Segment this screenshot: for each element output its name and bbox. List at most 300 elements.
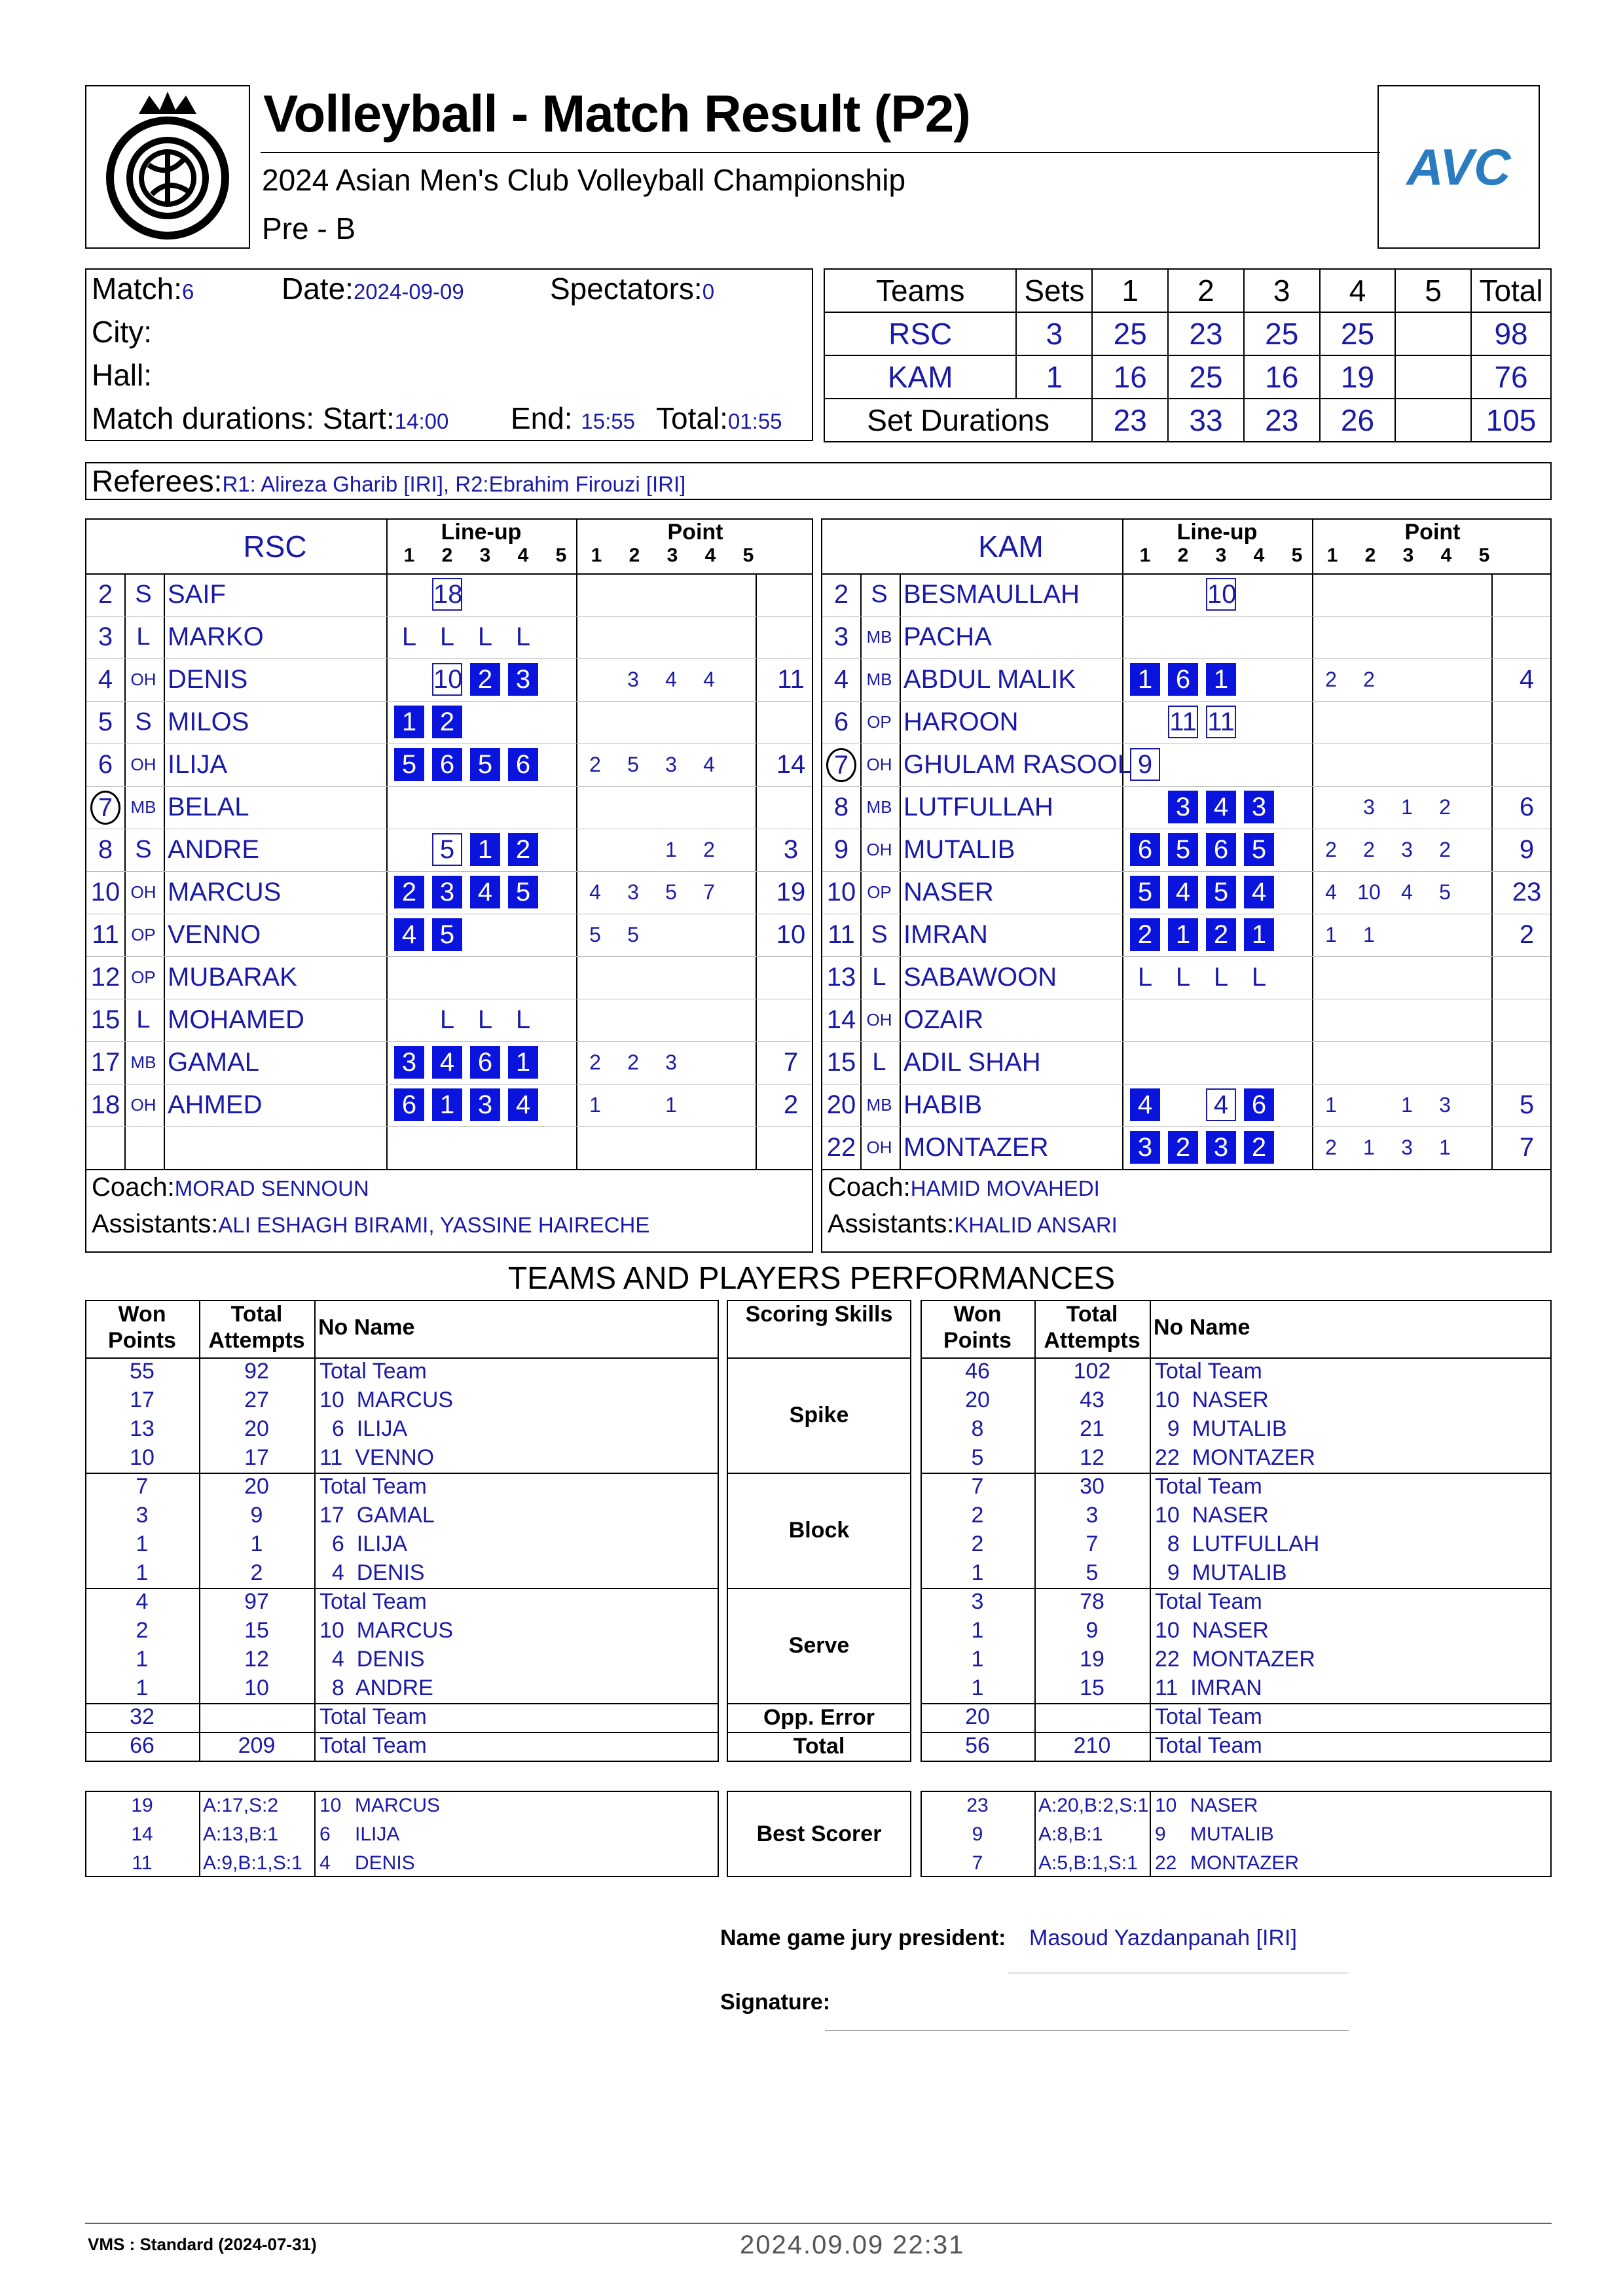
team-a-player-row xyxy=(86,914,812,956)
skills-header: Scoring Skills xyxy=(745,1302,893,1327)
team-a-set-points: 4 xyxy=(703,668,715,691)
left-total-attempts: 92 xyxy=(244,1359,269,1384)
right-best-breakdown: A:5,B:1,S:1 xyxy=(1038,1852,1138,1874)
match-label: Match: xyxy=(92,272,183,306)
team-b-set-points: 2 xyxy=(1439,795,1451,819)
left-best-number: 10 xyxy=(319,1795,342,1816)
team-b-lineup-set-number: 5 xyxy=(1291,545,1303,566)
right-total-attempts: 12 xyxy=(1080,1445,1104,1470)
score-row-kam xyxy=(824,355,1551,399)
left-won-points: 17 xyxy=(130,1388,155,1412)
team-a-player-position: OH xyxy=(130,882,156,902)
right-player-name: 11 IMRAN xyxy=(1155,1676,1262,1700)
team-b-lineup-set-number: 2 xyxy=(1177,545,1189,566)
pool-name: Pre - B xyxy=(262,211,356,245)
left-player-name: Total Team xyxy=(319,1474,427,1499)
left-player-name: 4 DENIS xyxy=(319,1647,425,1672)
right-total-attempts: 7 xyxy=(1085,1532,1099,1556)
city-label: City: xyxy=(92,315,152,349)
team-a-player-number: 17 xyxy=(90,1048,120,1077)
score-cell: 3 xyxy=(1016,312,1092,355)
team-a-lineup-position: 2 xyxy=(470,663,500,696)
team-b-point-set-number: 3 xyxy=(1402,545,1414,566)
team-b-player-name: GHULAM RASOOL xyxy=(903,750,1132,779)
left-won-points: 1 xyxy=(136,1676,149,1700)
team-a-set-points: 1 xyxy=(665,1093,677,1117)
team-a-player-name: MUBARAK xyxy=(168,963,297,992)
team-b-player-position: L xyxy=(872,963,886,991)
team-b-roster-bottom-rule xyxy=(822,1169,1550,1170)
right-won-header: Won Points xyxy=(943,1302,1012,1353)
referees-text: R1: Alireza Gharib [IRI], R2:Ebrahim Firouzi [IRI] xyxy=(222,472,686,496)
total-label: Total: xyxy=(656,401,728,435)
team-a-player-position: OP xyxy=(131,925,156,944)
team-b-lineup-position: 5 xyxy=(1130,876,1160,908)
team-b-player-position: OH xyxy=(866,1010,892,1030)
team-a-player-name: MARKO xyxy=(168,622,264,651)
team-a-coach-name: MORAD SENNOUN xyxy=(174,1176,369,1200)
team-b-player-name: MUTALIB xyxy=(903,835,1015,864)
team-b-point-set-number: 5 xyxy=(1478,545,1490,566)
duration-cell: 23 xyxy=(1244,399,1320,442)
team-a-lineup-position: 4 xyxy=(508,1088,538,1121)
team-a-lineup-label: Line-up xyxy=(441,520,522,545)
left-player-name: 17 GAMAL xyxy=(319,1503,435,1528)
team-b-total-points: 23 xyxy=(1512,878,1542,906)
right-total-attempts: 210 xyxy=(1073,1733,1111,1758)
right-won-points: 5 xyxy=(971,1445,984,1470)
team-a-player-row xyxy=(86,573,812,616)
team-a-player-row xyxy=(86,786,812,829)
right-best-breakdown: A:20,B:2,S:1 xyxy=(1038,1795,1149,1816)
team-a-lineup-position: 18 xyxy=(432,578,462,611)
match-number: 6 xyxy=(182,279,194,304)
left-won-header: Won Points xyxy=(108,1302,176,1353)
team-b-lineup-position: 1 xyxy=(1206,663,1236,696)
team-b-player-name: HABIB xyxy=(903,1090,983,1119)
team-b-player-name: IMRAN xyxy=(903,920,988,949)
right-player-name: 22 MONTAZER xyxy=(1155,1445,1315,1470)
team-a-set-points: 5 xyxy=(627,753,639,776)
team-a-player-number: 10 xyxy=(90,878,120,906)
team-b-player-number: 14 xyxy=(826,1005,856,1034)
team-a-set-points: 3 xyxy=(665,1050,677,1074)
team-b-player-number: 11 xyxy=(828,920,855,949)
team-a-player-position: OH xyxy=(130,670,156,689)
team-b-player-number: 22 xyxy=(826,1133,856,1162)
right-total-attempts: 21 xyxy=(1080,1416,1104,1441)
team-b-lineup-position: 5 xyxy=(1206,876,1236,908)
team-b-set-points: 2 xyxy=(1363,668,1375,691)
left-won-points: 55 xyxy=(130,1359,155,1384)
perf-block-rule xyxy=(85,1761,719,1762)
right-best-number: 10 xyxy=(1155,1795,1177,1816)
team-a-player-number: 15 xyxy=(90,1005,120,1034)
jury-name: Masoud Yazdanpanah [IRI] xyxy=(1029,1926,1297,1950)
team-b-player-name: ABDUL MALIK xyxy=(903,665,1076,694)
left-won-points: 7 xyxy=(136,1474,149,1499)
left-player-name: 8 ANDRE xyxy=(319,1676,433,1700)
team-a-lineup-set-number: 3 xyxy=(479,545,491,566)
team-a-lineup-position: 3 xyxy=(508,663,538,696)
score-cell: 16 xyxy=(1092,355,1168,399)
team-a-lineup-position: 5 xyxy=(470,748,500,781)
team-a-total-points: 2 xyxy=(783,1090,799,1119)
team-b-lineup-position: 5 xyxy=(1244,833,1274,866)
team-a-lineup-position: 1 xyxy=(470,833,500,866)
team-b-total-points: 5 xyxy=(1519,1090,1535,1119)
team-b-player-name: NASER xyxy=(903,878,994,906)
team-b-set-points: 1 xyxy=(1439,1136,1451,1159)
skill-name: Opp. Error xyxy=(763,1705,875,1730)
left-won-points: 2 xyxy=(136,1618,149,1643)
skill-name: Total xyxy=(793,1734,845,1759)
team-a-player-position: OH xyxy=(130,755,156,774)
team-b-player-name: SABAWOON xyxy=(903,963,1057,992)
right-won-points: 2 xyxy=(971,1532,984,1556)
left-total-attempts: 2 xyxy=(250,1560,263,1585)
score-head: 2 xyxy=(1168,269,1244,312)
team-b-player-name: LUTFULLAH xyxy=(903,793,1053,821)
right-best-points: 9 xyxy=(972,1823,983,1845)
team-b-lineup-set-number: 1 xyxy=(1139,545,1151,566)
right-player-name: Total Team xyxy=(1155,1589,1262,1614)
team-b-player-name: ADIL SHAH xyxy=(903,1048,1041,1077)
left-player-name: 11 VENNO xyxy=(319,1445,435,1470)
right-total-attempts: 5 xyxy=(1085,1560,1099,1585)
team-a-player-row xyxy=(86,871,812,914)
team-a-player-number: 8 xyxy=(98,835,113,864)
left-won-points: 3 xyxy=(136,1503,149,1528)
avc-logo-box xyxy=(1377,85,1540,249)
team-a-player-row xyxy=(86,1084,812,1126)
left-attempts-header: Total Attempts xyxy=(208,1302,305,1353)
team-b-player-position: OH xyxy=(866,840,892,859)
team-b-lineup-position: 4 xyxy=(1130,1088,1160,1121)
team-a-player-name: VENNO xyxy=(168,920,261,949)
team-b-player-position: S xyxy=(871,921,888,948)
team-a-coach-line xyxy=(92,1173,369,1202)
left-player-name: Total Team xyxy=(319,1359,427,1384)
team-b-lineup-position: 2 xyxy=(1206,918,1236,951)
score-head: 1 xyxy=(1092,269,1168,312)
team-a-set-points: 5 xyxy=(627,923,639,946)
right-player-name: 10 NASER xyxy=(1155,1388,1269,1412)
team-b-player-row xyxy=(822,1041,1550,1084)
team-b-lineup-position: 2 xyxy=(1168,1131,1198,1164)
score-cell: 98 xyxy=(1471,312,1551,355)
footer-divider xyxy=(85,2223,1552,2224)
team-b-player-number: 9 xyxy=(833,835,849,864)
performances-title: TEAMS AND PLAYERS PERFORMANCES xyxy=(507,1261,1116,1296)
total-time: 01:55 xyxy=(727,409,782,433)
team-b-roster xyxy=(821,518,1552,1253)
team-a-player-position: L xyxy=(136,1006,151,1033)
team-b-set-points: 5 xyxy=(1439,880,1451,904)
team-b-player-position: OH xyxy=(866,1138,892,1157)
team-b-player-row xyxy=(822,914,1550,956)
left-best-points: 11 xyxy=(132,1852,153,1874)
team-a-lineup-position: 3 xyxy=(432,876,462,908)
match-date: 2024-09-09 xyxy=(353,279,464,304)
team-a-player-row xyxy=(86,829,812,871)
team-a-lineup-position: L xyxy=(439,1005,455,1034)
team-b-player-row xyxy=(822,744,1550,786)
right-won-points: 56 xyxy=(965,1733,990,1758)
left-total-attempts: 20 xyxy=(244,1416,269,1441)
right-best-number: 22 xyxy=(1155,1852,1177,1874)
team-a-player-position: L xyxy=(136,623,151,651)
left-best-rule xyxy=(199,1791,200,1877)
team-b-player-position: OP xyxy=(867,712,892,732)
team-a-player-number: 2 xyxy=(98,580,113,609)
right-best-name: NASER xyxy=(1190,1795,1258,1816)
team-a-player-name: GAMAL xyxy=(168,1048,260,1077)
left-best-name: MARCUS xyxy=(355,1795,441,1816)
team-b-lineup-position: 3 xyxy=(1206,1131,1236,1164)
score-cell: 23 xyxy=(1168,312,1244,355)
team-a-lineup-position: 5 xyxy=(432,918,462,951)
team-a-set-points: 7 xyxy=(703,880,715,904)
team-a-player-number: 11 xyxy=(92,920,119,949)
team-a-total-points: 7 xyxy=(783,1048,799,1077)
right-won-points: 20 xyxy=(965,1388,990,1412)
team-b-player-position: MB xyxy=(866,1095,892,1115)
end-label: End: xyxy=(511,401,573,435)
score-head: Teams xyxy=(824,269,1016,312)
team-a-lineup-position: 4 xyxy=(470,876,500,908)
left-total-attempts: 1 xyxy=(250,1532,263,1556)
team-b-lineup-position: 1 xyxy=(1130,663,1160,696)
right-won-points: 1 xyxy=(971,1560,984,1585)
left-best-number: 4 xyxy=(319,1852,331,1874)
team-a-lineup-position: 3 xyxy=(394,1046,424,1079)
team-a-lineup-position: 1 xyxy=(394,706,424,738)
team-b-lineup-position: 3 xyxy=(1168,791,1198,823)
team-b-player-position: S xyxy=(871,581,888,608)
championship-name: 2024 Asian Men's Club Volleyball Championship xyxy=(262,163,906,197)
perf-header-rule xyxy=(727,1357,911,1359)
set-durations-row xyxy=(824,399,1551,442)
team-a-set-points: 2 xyxy=(589,1050,601,1074)
right-player-name: 10 NASER xyxy=(1155,1503,1269,1528)
team-a-player-position: S xyxy=(135,581,152,608)
team-a-assistants-label: Assistants: xyxy=(92,1210,219,1238)
team-b-total-points: 6 xyxy=(1519,793,1535,821)
team-a-player-row xyxy=(86,1041,812,1084)
left-won-points: 1 xyxy=(136,1532,149,1556)
left-won-points: 4 xyxy=(136,1589,149,1614)
page-title: Volleyball - Match Result (P2) xyxy=(263,84,970,143)
team-a-player-number: 3 xyxy=(98,622,113,651)
team-a-roster-bottom-rule xyxy=(86,1169,812,1170)
team-a-set-points: 1 xyxy=(589,1093,601,1117)
team-a-lineup-position: L xyxy=(477,622,493,651)
team-b-lineup-position: 2 xyxy=(1244,1131,1274,1164)
right-won-points: 8 xyxy=(971,1416,984,1441)
team-b-lineup-position: 2 xyxy=(1130,918,1160,951)
team-b-lineup-position: 3 xyxy=(1130,1131,1160,1164)
right-best-name: MONTAZER xyxy=(1190,1852,1300,1874)
team-b-assistants-names: KHALID ANSARI xyxy=(954,1213,1118,1237)
team-b-lineup-position: L xyxy=(1137,963,1153,992)
team-a-player-position: MB xyxy=(130,1052,156,1072)
perf-block-rule xyxy=(727,1588,911,1589)
team-a-point-set-number: 4 xyxy=(704,545,716,566)
spectators-label: Spectators: xyxy=(550,272,702,306)
team-a-player-row xyxy=(86,744,812,786)
team-a-assistants-line xyxy=(92,1210,649,1239)
team-b-set-points: 1 xyxy=(1401,1093,1413,1117)
team-a-set-points: 5 xyxy=(665,880,677,904)
team-b-coach-line xyxy=(828,1173,1100,1202)
score-cell: 76 xyxy=(1471,355,1551,399)
skill-name: Serve xyxy=(788,1633,850,1658)
club-logo-icon xyxy=(86,86,249,247)
team-a-lineup-position: 1 xyxy=(508,1046,538,1079)
left-total-attempts: 209 xyxy=(238,1733,276,1758)
team-a-lineup-position: 1 xyxy=(432,1088,462,1121)
right-player-name: Total Team xyxy=(1155,1474,1262,1499)
score-cell xyxy=(1395,355,1471,399)
team-a-player-name: MARCUS xyxy=(168,878,282,906)
left-total-attempts: 9 xyxy=(250,1503,263,1528)
team-a-lineup-set-number: 2 xyxy=(441,545,453,566)
team-a-set-points: 4 xyxy=(665,668,677,691)
team-b-assistants-label: Assistants: xyxy=(828,1210,955,1238)
team-a-player-number: 5 xyxy=(98,708,113,736)
right-player-name: 10 NASER xyxy=(1155,1618,1269,1643)
team-a-lineup-position: 6 xyxy=(508,748,538,781)
team-b-lineup-position: 1 xyxy=(1244,918,1274,951)
team-b-coach-name: HAMID MOVAHEDI xyxy=(910,1176,1100,1200)
team-a-player-row xyxy=(86,701,812,744)
right-total-attempts: 102 xyxy=(1073,1359,1111,1384)
right-player-name: Total Team xyxy=(1155,1359,1262,1384)
team-a-lineup-position: L xyxy=(401,622,417,651)
left-total-attempts: 20 xyxy=(244,1474,269,1499)
team-b-set-points: 3 xyxy=(1401,838,1413,861)
score-cell: 25 xyxy=(1244,312,1320,355)
team-b-set-points: 1 xyxy=(1363,1136,1375,1159)
team-b-player-number: 8 xyxy=(833,793,849,821)
hall-label: Hall: xyxy=(92,358,153,392)
right-best-points: 23 xyxy=(966,1795,989,1816)
team-b-player-position: MB xyxy=(866,670,892,689)
team-b-player-number: 10 xyxy=(826,878,856,906)
right-won-points: 46 xyxy=(965,1359,990,1384)
team-b-player-number: 6 xyxy=(833,708,849,736)
team-b-lineup-set-number: 4 xyxy=(1253,545,1265,566)
team-a-set-points: 1 xyxy=(665,838,677,861)
team-b-player-position: OH xyxy=(866,755,892,774)
score-cell: 1 xyxy=(1016,355,1092,399)
left-won-points: 1 xyxy=(136,1560,149,1585)
left-won-points: 66 xyxy=(130,1733,155,1758)
team-a-lineup-position: L xyxy=(439,622,455,651)
team-b-player-position: MB xyxy=(866,627,892,647)
score-cell: 25 xyxy=(1168,355,1244,399)
team-b-lineup-position: 6 xyxy=(1168,663,1198,696)
team-a-player-name: DENIS xyxy=(168,665,248,694)
right-player-name: 22 MONTAZER xyxy=(1155,1647,1315,1672)
left-best-breakdown: A:13,B:1 xyxy=(203,1823,279,1845)
team-b-player-position: OP xyxy=(867,882,892,902)
score-head: 3 xyxy=(1244,269,1320,312)
right-best-rule xyxy=(1150,1791,1151,1877)
team-b-lineup-position: L xyxy=(1175,963,1191,992)
team-a-lineup-position: 3 xyxy=(470,1088,500,1121)
team-a-set-points: 4 xyxy=(703,753,715,776)
team-a-set-points: 5 xyxy=(589,923,601,946)
team-b-player-row xyxy=(822,1126,1550,1169)
team-a-player-position: S xyxy=(135,708,152,736)
left-best-points: 19 xyxy=(131,1795,153,1816)
team-a-lineup-position: 4 xyxy=(432,1046,462,1079)
team-a-player-row xyxy=(86,956,812,999)
score-head: 5 xyxy=(1395,269,1471,312)
team-a-player-number: 7 xyxy=(90,791,120,825)
score-cell xyxy=(1395,312,1471,355)
best-scorer-label: Best Scorer xyxy=(756,1821,882,1846)
team-a-lineup-set-number: 4 xyxy=(517,545,529,566)
team-b-player-number: 3 xyxy=(833,622,849,651)
team-b-point-set-number: 4 xyxy=(1440,545,1452,566)
team-a-player-position: OH xyxy=(130,1095,156,1115)
team-a-lineup-position: 5 xyxy=(394,748,424,781)
team-b-player-position: MB xyxy=(866,797,892,817)
team-a-player-name: AHMED xyxy=(168,1090,263,1119)
right-best-number: 9 xyxy=(1155,1823,1166,1845)
title-underline xyxy=(261,152,1380,153)
team-a-total-points: 11 xyxy=(777,665,805,694)
score-head: Total xyxy=(1471,269,1551,312)
right-best-rule xyxy=(1034,1791,1036,1877)
team-b-set-points: 3 xyxy=(1363,795,1375,819)
team-a-set-points: 3 xyxy=(627,880,639,904)
team-b-lineup-position: 6 xyxy=(1130,833,1160,866)
right-total-attempts: 43 xyxy=(1080,1388,1104,1412)
right-player-name: 9 MUTALIB xyxy=(1155,1560,1287,1585)
perf-block-rule xyxy=(921,1761,1552,1762)
team-a-set-points: 2 xyxy=(589,753,601,776)
left-noname-header: No Name xyxy=(318,1315,415,1340)
team-a-row-rule xyxy=(86,1126,812,1127)
team-b-player-number: 4 xyxy=(833,665,849,694)
right-total-attempts: 30 xyxy=(1080,1474,1104,1499)
team-a-lineup-set-number: 1 xyxy=(403,545,415,566)
left-best-rule xyxy=(314,1791,316,1877)
team-b-lineup-position: 9 xyxy=(1130,748,1160,781)
print-stamp: 2024.09.09 22:31 xyxy=(740,2231,965,2259)
date-label: Date: xyxy=(282,272,354,306)
left-best-number: 6 xyxy=(319,1823,331,1845)
duration-cell: 33 xyxy=(1168,399,1244,442)
team-a-lineup-position: 2 xyxy=(508,833,538,866)
team-b-lineup-position: 10 xyxy=(1206,578,1236,611)
score-cell: 19 xyxy=(1320,355,1396,399)
right-won-points: 1 xyxy=(971,1647,984,1672)
team-b-player-position: L xyxy=(872,1049,886,1076)
signature-line xyxy=(825,2030,1349,2031)
end-time: 15:55 xyxy=(581,409,636,433)
jury-label: Name game jury president: xyxy=(720,1926,1006,1950)
team-b-set-points: 1 xyxy=(1325,923,1337,946)
team-b-player-name: MONTAZER xyxy=(903,1133,1049,1162)
team-b-set-points: 2 xyxy=(1325,838,1337,861)
team-a-roster xyxy=(85,518,813,1253)
team-a-set-points: 4 xyxy=(589,880,601,904)
